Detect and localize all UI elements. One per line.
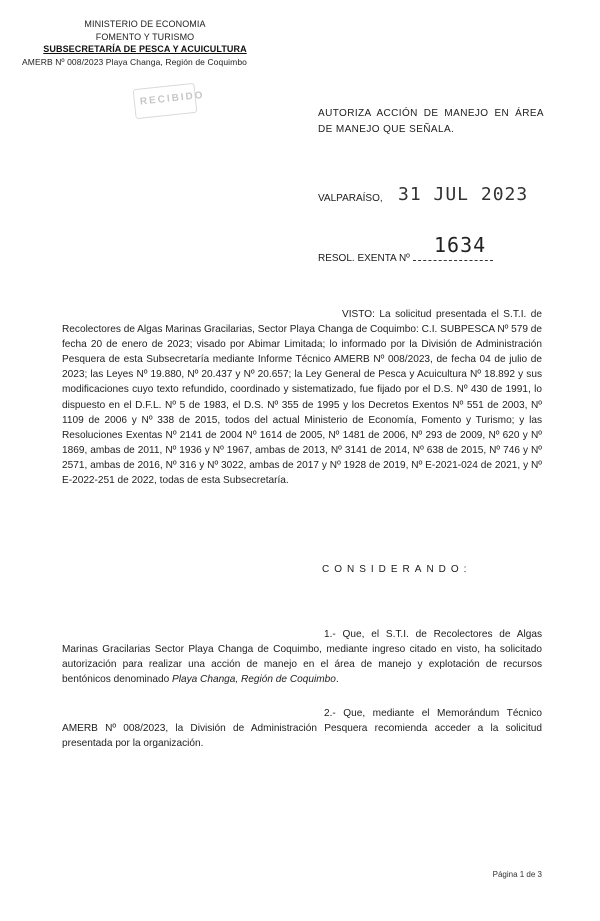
ministry-name: MINISTERIO DE ECONOMIA xyxy=(84,19,206,29)
visto-paragraph xyxy=(62,307,542,488)
page-number: Página 1 de 3 xyxy=(492,870,542,879)
resolution-label: RESOL. EXENTA Nº xyxy=(318,253,410,264)
date-stamp: 31 JUL 2023 xyxy=(398,184,529,205)
considerando-1-end: . xyxy=(335,674,339,686)
place-label: VALPARAÍSO, xyxy=(318,193,383,204)
stamp-text: RECIBIDO xyxy=(139,89,206,108)
visto-text: La solicitud presentada el S.T.I. de Recolectores de Algas Marinas Gracilarias, Sector Playa Changa de Coquimbo: C.I. SUBPESCA Nº 579 de fecha 20 de enero de 2023; visado por Abimar Limitada; lo informado por la División de Administración Pesquera de esta Subsecretaría mediante Informe Técnico AMERB Nº 008/2023, de fecha 04 de julio de 2023; las Leyes Nº 19.880, Nº 20.437 y Nº 20.657; la Ley General de Pesca y Acuicultura Nº 18.892 y sus modificaciones cuyo texto refundido, coordinado y sistematizado, fue fijado por el D.S. Nº 430 de 1991, lo dispuesto en el D.F.L. Nº 5 de 1983, el D.S. Nº 355 de 1995 y los Decretos Exentos Nº 551 de 2003, Nº 1109 de 2006 y Nº 338 de 2015, todos del actual Ministerio de Economía, Fomento y Turismo; y las Resoluciones Exentas Nº 2141 de 2004 Nº 1614 de 2005, Nº 1481 de 2006, Nº 293 de 2009, Nº 620 y Nº 1869, ambas de 2011, Nº 1936 y Nº 1967, ambas de 2013, Nº 3141 de 2014, Nº 638 de 2015, Nº 746 y Nº 2571, ambas de 2016, Nº 316 y Nº 3022, ambas de 2017 y Nº 1928 de 2019, Nº E-2021-024 de 2021, y Nº E-2022-251 de 2022, todas de esta Subsecretaría. xyxy=(62,309,543,487)
considerando-1 xyxy=(62,627,542,687)
resolution-number: 1634 xyxy=(434,233,487,257)
resolution-subject: AUTORIZA ACCIÓN DE MANEJO EN ÁREA DE MANEJO QUE SEÑALA. xyxy=(318,108,544,135)
reference-line: AMERB Nº 008/2023 Playa Changa, Región de Coquimbo xyxy=(22,56,247,67)
considerando-heading: CONSIDERANDO: xyxy=(322,564,472,575)
ministry-header xyxy=(0,18,290,68)
visto-lead: VISTO: xyxy=(342,309,375,320)
considerando-1-text: 1.- Que, el S.T.I. de Recolectores de Algas Marinas Gracilarias Sector Playa Changa de Coquimbo, mediante ingreso citado en visto, ha solicitado autorización para realizar una acción de manejo en el área de manejo y explotación de recursos bentónicos denominado xyxy=(62,629,542,686)
subsecretaria-name: SUBSECRETARÍA DE PESCA Y ACUICULTURA xyxy=(43,44,247,54)
ministry-sub: FOMENTO Y TURISMO xyxy=(95,31,195,42)
received-stamp xyxy=(133,83,206,119)
considerando-1-italic: Playa Changa, Región de Coquimbo xyxy=(172,674,336,686)
considerando-2: 2.- Que, mediante el Memorándum Técnico AMERB Nº 008/2023, la División de Administración Pesquera recomienda acceder a la solicitud presentada por la organización. xyxy=(62,708,542,750)
